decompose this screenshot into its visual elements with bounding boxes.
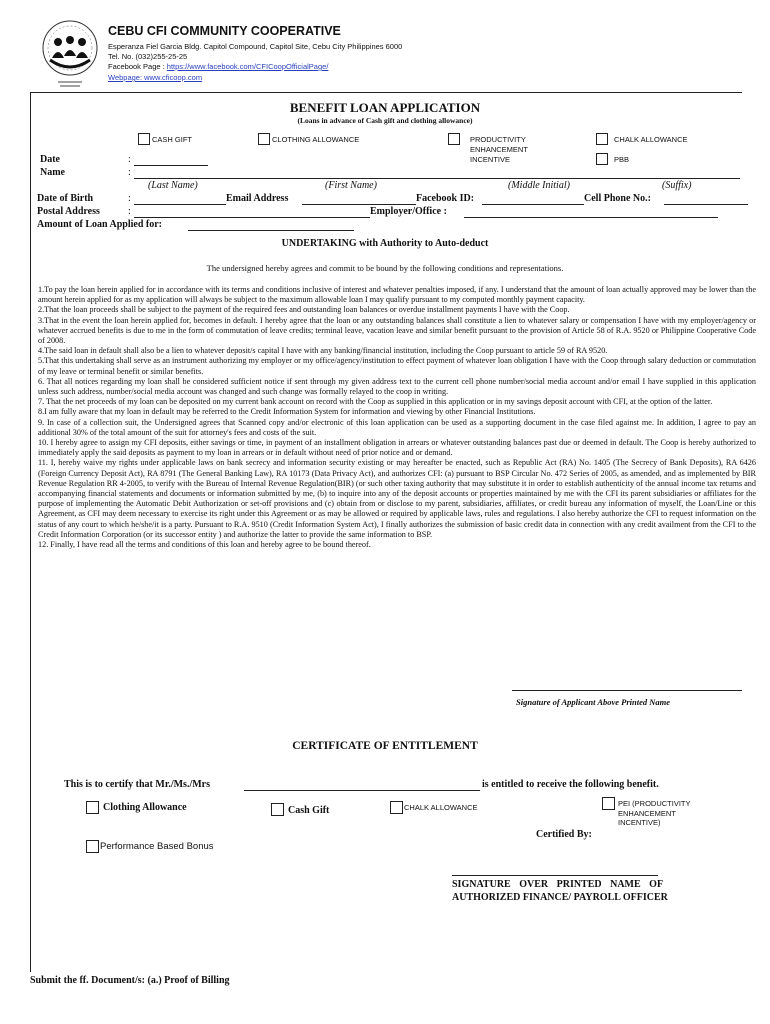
chalk-allowance-label: CHALK ALLOWANCE [614, 135, 688, 144]
org-facebook [108, 62, 328, 71]
email-label: Email Address [226, 193, 289, 204]
cert-cash-gift-checkbox[interactable] [271, 803, 284, 816]
pei-label: PRODUCTIVITY ENHANCEMENT INCENTIVE [470, 135, 528, 164]
postal-address-label: Postal Address [37, 206, 100, 217]
org-address: Esperanza Fiel Garcia Bldg. Capitol Compound, Capitol Site, Cebu City Philippines 6000 [108, 42, 403, 51]
chalk-allowance-checkbox[interactable] [596, 133, 608, 145]
terms-list [38, 285, 756, 550]
facebook-label: Facebook Page : [108, 62, 167, 71]
cert-clothing-checkbox[interactable] [86, 801, 99, 814]
name-label: Name [40, 167, 65, 178]
name-field[interactable] [134, 178, 740, 179]
cooperative-logo [40, 18, 100, 88]
clothing-allowance-label: CLOTHING ALLOWANCE [272, 135, 360, 144]
postal-colon: : [128, 206, 131, 217]
facebook-id-field[interactable] [482, 204, 584, 205]
middle-initial-hint: (Middle Initial) [508, 180, 570, 191]
facebook-id-label: Facebook ID: [416, 193, 475, 204]
dob-field[interactable] [134, 204, 226, 205]
term-item: 10. I hereby agree to assign my CFI deposits, either savings or time, in payment of an installment obligation in arrears or whatever outstanding balances past due or deemed in default. The Coop is hereby authorized to immediately apply the said deposits as payment to my loan in arrears or in default without need of prior notice and or demand. [38, 438, 756, 458]
term-item: 1.To pay the loan herein applied for in accordance with its terms and conditions inclusive of interest and whatever penalties imposed, if any. I understand that the amount of loan actually approved may be lower than the amount herein applied for as my application will always be subject to the maximum allowable loan I may qualify pursuant to my computed monthly payment capacity. [38, 285, 756, 305]
form-title: BENEFIT LOAN APPLICATION [289, 100, 481, 115]
webpage-link[interactable]: Webpage: www.cficoop.com [108, 73, 203, 82]
cert-cash-gift-label: Cash Gift [288, 805, 330, 816]
cert-pei-label: PEI (PRODUCTIVITY ENHANCEMENT INCENTIVE) [618, 799, 691, 827]
facebook-link[interactable]: https://www.facebook.com/CFICoopOfficialPage/ [166, 62, 329, 71]
employer-field[interactable] [464, 217, 718, 218]
cash-gift-checkbox[interactable] [138, 133, 150, 145]
pei-checkbox[interactable] [448, 133, 460, 145]
last-name-hint: (Last Name) [148, 180, 198, 191]
cert-pbb-label: Performance Based Bonus [100, 841, 214, 852]
date-field[interactable] [134, 165, 208, 166]
term-item: 12. Finally, I have read all the terms and conditions of this loan and hereby agree to be bound thereof. [38, 540, 371, 550]
date-label: Date [40, 154, 60, 165]
term-item: 2.That the loan proceeds shall be subject to the payment of the required fees and outstanding loan balances or overdue installment payments I have with the Coop. [38, 305, 570, 315]
org-tel: Tel. No. (032)255-25-25 [108, 52, 188, 61]
certified-by-label: Certified By: [536, 829, 592, 840]
form-subtitle: (Loans in advance of Cash gift and clothing allowance) [297, 116, 473, 125]
term-item: 9. In case of a collection suit, the Undersigned agrees that Scanned copy and/or electronic of this loan application can be used as a supporting document in the case filed against me. In addition, I agree to pay an additional 30% of the total amount of the suit for attorney's fees and costs of the suit. [38, 417, 756, 437]
suffix-hint: (Suffix) [662, 180, 692, 191]
cell-phone-field[interactable] [664, 204, 748, 205]
certify-prefix: This is to certify that Mr./Ms./Mrs [64, 779, 210, 790]
dob-label: Date of Birth [37, 193, 94, 204]
date-colon: : [128, 154, 131, 165]
certify-suffix: is entitled to receive the following benefit. [482, 779, 659, 790]
term-item: 11. I, hereby waive my rights under applicable laws on bank secrecy and information security existing or may hereafter be enacted, such as Republic Act (RA) No. 1405 (The Secrecy of Bank Deposits), RA 6426 (Foreign Currency Deposit Act), RA 8791 (The General Banking Law), RA 10173 (Data Privacy Act), and authorizes CFI: (a) pursuant to BSP Circular No. 472 Series of 2005, as amended, and as implemented by BIR Revenue Regulation RR 4-2005, to verify with the Bureau of Internal Revenue Regulation(BIR) (or such other taxing authority that may substitute it in order to establish authenticity of the annual income tax returns and accompanying financial statements and documents or information submitted by me, (b) to inquire into any of the deposit accounts or properties maintained by me with the CFI its parent subsidiaries or affiliates for the purpose of implementing the Automatic Debit Authorization or set-off provisions and (c) obtain from or disclose to my parent, subsidiaries, affiliates, or credit bureau any information of myself, the Loan/Line or this Agreement, as CFI may deem necessary to exercise its right under this Agreement or as may be allowed or required by applicable laws, rules and regulations. I also hereby authorize the CFI to request information on the status of any court to which he/she/it is a party. Pursuant to R.A. 9510 (Credit Information System Act), I finally authorizes the submission of basic credit data in connection with any credit availment from the CFI to the Credit Information Corporation (or its successor entity ) and authorize the latter to provide the same information to BSP. [38, 458, 756, 539]
header-divider [30, 92, 742, 93]
undertaking-title: UNDERTAKING with Authority to Auto-deduct [281, 238, 489, 249]
officer-signature-line[interactable] [452, 875, 658, 876]
undertaking-intro: The undersigned hereby agrees and commit to be bound by the following conditions and representations. [206, 263, 564, 273]
applicant-signature-line[interactable] [512, 690, 742, 691]
cert-chalk-checkbox[interactable] [390, 801, 403, 814]
cert-pei-checkbox[interactable] [602, 797, 615, 810]
term-item: 8.I am fully aware that my loan in default may be referred to the Credit Information System for information and viewing by other Financial Institutions. [38, 407, 536, 417]
loan-amount-label: Amount of Loan Applied for: [37, 219, 163, 230]
cash-gift-label: CASH GIFT [152, 135, 193, 144]
certificate-title: CERTIFICATE OF ENTITLEMENT [292, 740, 478, 752]
first-name-hint: (First Name) [325, 180, 377, 191]
term-item: 4.The said loan in default shall also be a lien to whatever deposit/s capital I have with any banking/financial institution, including the Coop pursuant to article 59 of RA 9520. [38, 346, 608, 356]
clothing-allowance-checkbox[interactable] [258, 133, 270, 145]
pbb-checkbox[interactable] [596, 153, 608, 165]
term-item: 5.That this undertaking shall serve as an instrument authorizing my employer or my office/agency/institution to effect payment of whatever loan obligation I have with the Coop through salary deduction or commutation of my leave or terminal benefit or similar benefits. [38, 356, 756, 376]
dob-colon: : [128, 193, 131, 204]
term-item: 3.That in the event the loan herein applied for, becomes in default. I hereby agree that the loan or any outstanding balances shall constitute a lien to whatever salary or compensation I have with my employer/agency or whatever accrued benefits is due to me in the form of commutation of leave credits; terminal leave, vacation leave and similar benefit pursuant to the provision of Article 58 of R.A. 9520 or Philippine Cooperative Code of 2008. [38, 315, 756, 346]
cert-pbb-checkbox[interactable] [86, 840, 99, 853]
loan-amount-field[interactable] [188, 230, 354, 231]
employer-label: Employer/Office : [370, 206, 447, 217]
form-frame-left [30, 92, 31, 972]
officer-label-2: AUTHORIZED FINANCE/ PAYROLL OFFICER [452, 892, 668, 903]
email-field[interactable] [302, 204, 416, 205]
cert-chalk-label: CHALK ALLOWANCE [404, 803, 478, 812]
officer-label-1: SIGNATURE OVER PRINTED NAME OF [452, 879, 664, 890]
applicant-signature-label: Signature of Applicant Above Printed Name [516, 697, 671, 707]
pbb-label: PBB [614, 155, 630, 164]
org-name: CEBU CFI COMMUNITY COOPERATIVE [108, 24, 341, 38]
term-item: 7. That the net proceeds of my loan can be deposited on my current bank account on record with the Coop as supplied in this application or in my savings deposit account with CFI, at the option of the latter. [38, 397, 713, 407]
name-colon: : [128, 167, 131, 178]
term-item: 6. That all notices regarding my loan shall be considered sufficient notice if sent through my given address text to the current cell phone number/social media account and/or email I have supplied in this application unless such address, number/social media account was changed and such change was formally relayed to the coop in writing. [38, 376, 756, 397]
recipient-name-field[interactable] [244, 790, 480, 791]
postal-address-field[interactable] [134, 217, 370, 218]
submit-documents-note: Submit the ff. Document/s: (a.) Proof of Billing [30, 975, 230, 986]
cell-phone-label: Cell Phone No.: [584, 193, 651, 204]
cert-clothing-label: Clothing Allowance [103, 802, 187, 813]
